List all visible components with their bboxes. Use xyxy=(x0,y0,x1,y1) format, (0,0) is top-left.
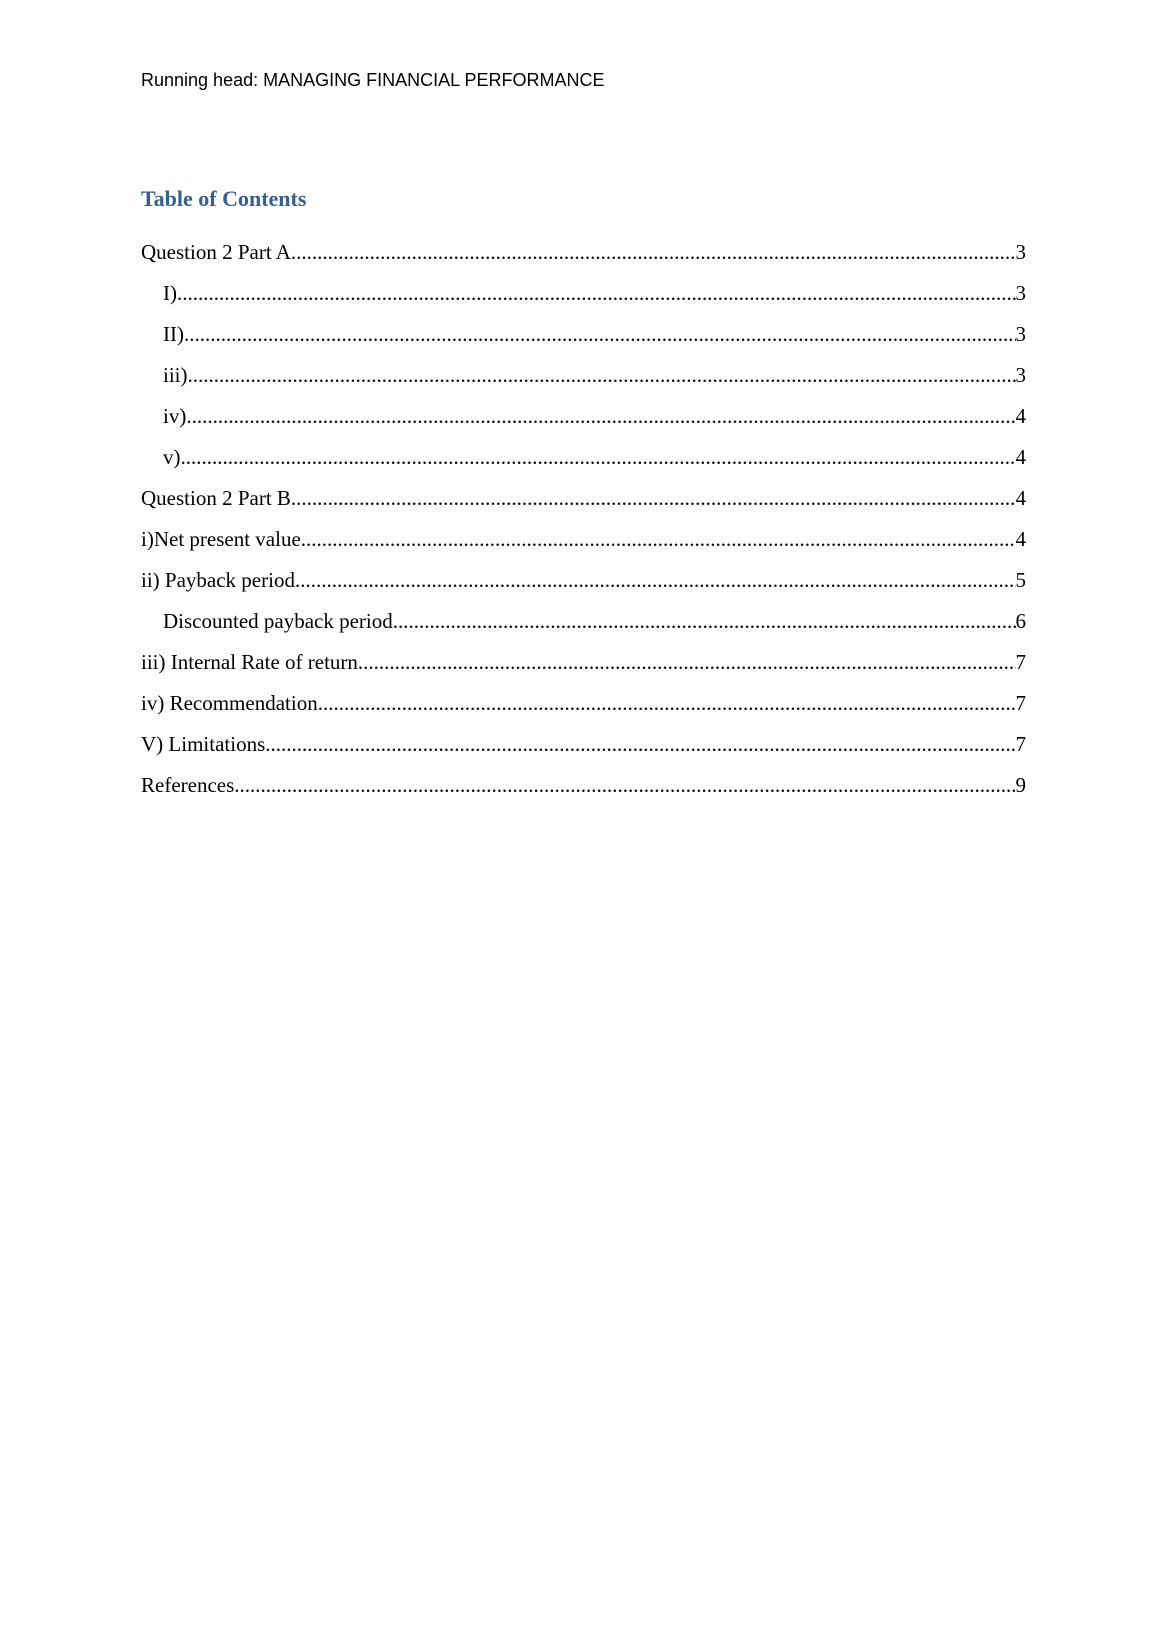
toc-entry-label: II) xyxy=(163,322,184,346)
toc-dot-leader xyxy=(265,732,1015,757)
toc-page-number: 7 xyxy=(1015,732,1026,756)
toc-entry-iii[interactable] xyxy=(141,363,1026,404)
toc-entry-v[interactable] xyxy=(141,445,1026,486)
toc-entry-recommendation[interactable] xyxy=(141,691,1026,732)
toc-dot-leader xyxy=(184,322,1016,347)
toc-entry-internal-rate-of-return[interactable] xyxy=(141,650,1026,691)
toc-dot-leader xyxy=(291,240,1016,265)
toc-page-number: 4 xyxy=(1015,404,1026,428)
toc-entry-net-present-value[interactable] xyxy=(141,527,1026,568)
toc-page-number: 3 xyxy=(1015,281,1026,305)
toc-entry-label: Question 2 Part A xyxy=(141,240,291,264)
toc-entry-question-2-part-b[interactable] xyxy=(141,486,1026,527)
toc-entry-iv[interactable] xyxy=(141,404,1026,445)
toc-page-number: 6 xyxy=(1015,609,1026,633)
toc-entry-label: V) Limitations xyxy=(141,732,266,756)
running-head: Running head: MANAGING FINANCIAL PERFORMANCE xyxy=(141,70,605,90)
toc-entry-label: References xyxy=(141,773,235,797)
toc-entry-limitations[interactable] xyxy=(141,732,1026,773)
toc-page-number: 3 xyxy=(1015,322,1026,346)
toc-page-number: 9 xyxy=(1015,773,1026,797)
toc-entry-discounted-payback-period[interactable] xyxy=(141,609,1026,650)
toc-dot-leader xyxy=(318,691,1016,716)
toc-entry-label: ii) Payback period xyxy=(141,568,295,592)
toc-page-number: 5 xyxy=(1015,568,1026,592)
toc-dot-leader xyxy=(188,363,1016,388)
table-of-contents xyxy=(141,240,1026,814)
toc-page-number: 4 xyxy=(1015,527,1026,551)
toc-dot-leader xyxy=(177,281,1016,306)
toc-dot-leader xyxy=(301,527,1016,552)
toc-entry-label: i)Net present value xyxy=(141,527,301,551)
toc-entry-label: Question 2 Part B xyxy=(141,486,291,510)
toc-entry-i[interactable] xyxy=(141,281,1026,322)
toc-entry-references[interactable] xyxy=(141,773,1026,814)
toc-dot-leader xyxy=(234,773,1015,798)
toc-dot-leader xyxy=(181,445,1016,470)
toc-dot-leader xyxy=(393,609,1016,634)
toc-entry-label: Discounted payback period xyxy=(163,609,393,633)
toc-page-number: 4 xyxy=(1015,486,1026,510)
toc-entry-label: iv) Recommendation xyxy=(141,691,318,715)
toc-entry-ii[interactable] xyxy=(141,322,1026,363)
toc-page-number: 7 xyxy=(1015,650,1026,674)
toc-entry-label: I) xyxy=(163,281,177,305)
toc-page-number: 7 xyxy=(1015,691,1026,715)
toc-page-number: 3 xyxy=(1015,240,1026,264)
toc-page-number: 3 xyxy=(1015,363,1026,387)
toc-entry-label: iii) xyxy=(163,363,188,387)
toc-entry-question-2-part-a[interactable] xyxy=(141,240,1026,281)
toc-dot-leader xyxy=(358,650,1016,675)
toc-entry-label: iv) xyxy=(163,404,187,428)
toc-entry-label: iii) Internal Rate of return xyxy=(141,650,358,674)
toc-page-number: 4 xyxy=(1015,445,1026,469)
toc-entry-payback-period[interactable] xyxy=(141,568,1026,609)
toc-dot-leader xyxy=(186,404,1015,429)
toc-entry-label: v) xyxy=(163,445,181,469)
toc-dot-leader xyxy=(295,568,1016,593)
toc-title: Table of Contents xyxy=(141,186,307,211)
toc-dot-leader xyxy=(291,486,1016,511)
